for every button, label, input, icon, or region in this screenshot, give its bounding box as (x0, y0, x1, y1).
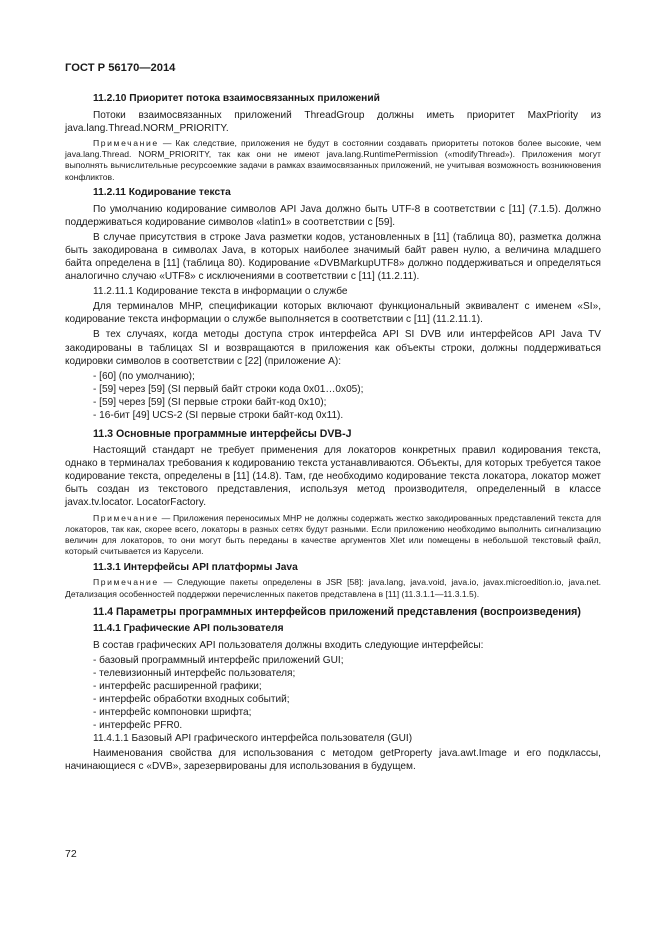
page-content (65, 93, 601, 775)
paragraph: В случае присутствия в строке Java разметки кодов, установленных в [11] (таблица 80), разметка должна быть закодирована в символах Java, в которых наиболее значимый байт равен нулю, а величина младшего байта определена в [11] (таблица 80). Кодирование «DVBMarkupUTF8» должно поддерживаться и определяться аналогично случаю «UTF8» с исключениями в соответствии с [11] (11.2.11). (65, 231, 601, 283)
note (65, 138, 601, 183)
section-heading: 11.4.1 Графические API пользователя (93, 622, 284, 634)
note (65, 577, 601, 600)
page-header: ГОСТ Р 56170—2014 (65, 62, 176, 74)
paragraph: Настоящий стандарт не требует применения для локаторов конкретных правил кодирования текста, однако в терминалах требования к кодированию текста устанавливаются. Объекты, для которых требуется такое кодирование текста, определены в [11] (14.8). Там, где необходимо кодирование текста локатора, локатор может быть создан из текстового представления, используя метод производителя, определенный в классе javax.tv.locator. LocatorFactory. (65, 445, 601, 509)
note-text: — Следующие пакеты определены в JSR [58]: java.lang, java.void, java.io, javax.microedition.io, java.net. Детализация особенностей поддержки перечисленных пакетов представлена в [11] (11.3.1.1—11.3.1.5). (65, 577, 601, 599)
paragraph: Для терминалов MHP, спецификации которых включают функциональный эквивалент с именем «SI», кодирование текста информации о службе выполняется в соответствии с [11] (11.2.11.1). (65, 301, 601, 326)
section-heading: 11.3 Основные программные интерфейсы DVB-J (93, 428, 352, 441)
paragraph: Наименования свойства для использования с методом getProperty java.awt.Image и его подклассы, начинающиеся с «DVB», зарезервированы для использования в будущем. (65, 748, 601, 773)
paragraph: В тех случаях, когда методы доступа строк интерфейса API SI DVB или интерфейсов API Java TV закодированы в таблицах SI и возвращаются в приложения как объекты строки, должны поддерживаться кодировки символов в соответствии с [22] (приложение А): (65, 329, 601, 367)
paragraph: Потоки взаимосвязанных приложений ThreadGroup должны иметь приоритет MaxPriority из java.lang.Thread.NORM_PRIORITY. (65, 109, 601, 134)
list-item: - интерфейс обработки входных событий; (93, 693, 290, 705)
section-heading: 11.4 Параметры программных интерфейсов приложений представления (воспроизведения) (93, 605, 581, 618)
section-heading: 11.2.11 Кодирование текста (93, 186, 231, 198)
list-item: - [59] через [59] (SI первые строки байт-код 0x10); (93, 396, 327, 408)
section-heading: 11.2.10 Приоритет потока взаимосвязанных приложений (93, 93, 380, 104)
list-item: - телевизионный интерфейс пользователя; (93, 667, 296, 679)
list-item: - базовый программный интерфейс приложений GUI; (93, 654, 344, 666)
list-item: - 16-бит [49] UCS-2 (SI первые строки байт-код 0x11). (93, 409, 344, 421)
note-label: Примечание (93, 577, 159, 588)
paragraph: В состав графических API пользователя должны входить следующие интерфейсы: (93, 639, 484, 651)
section-heading: 11.3.1 Интерфейсы API платформы Java (93, 561, 298, 573)
list-item: - интерфейс компоновки шрифта; (93, 706, 252, 718)
subsection-title: 11.4.1.1 Базовый API графического интерфейса пользователя (GUI) (93, 733, 413, 745)
list-item: - интерфейс PFR0. (93, 720, 183, 732)
subsection-title: 11.2.11.1 Кодирование текста в информации о службе (93, 286, 348, 298)
note-label: Примечание (93, 137, 159, 148)
list-item: - [59] через [59] (SI первый байт строки кода 0x01…0x05); (93, 383, 364, 395)
note-text: — Приложения переносимых MHP не должны содержать жестко закодированных представлений текста для локаторов, так как, скорее всего, локаторы в разных сетях будут разными. Если приложению необходимо выполнить сигнализацию величин для локаторов, то они могут быть переданы в качестве аргументов Xlet или помещены в небольшой текстовый файл, который считывается из Карусели. (65, 512, 602, 557)
note-label: Примечание (93, 512, 159, 523)
note-text: — Как следствие, приложения не будут в состоянии создавать приоритеты потоков более высокие, чем java.lang.Thread. NORM_PRIORITY, так как они не имеют java.lang.RuntimePermission («modifyThread»). Приложения могут выполнять вычислительные ресурсоемкие задачи в рамках взаимосвязанных приложений, не учитывая возможность возникновения конфликтов. (65, 137, 601, 182)
page-number: 72 (65, 848, 77, 860)
list-item: - [60] (по умолчанию); (93, 370, 195, 382)
note (65, 513, 601, 558)
list-item: - интерфейс расширенной графики; (93, 680, 262, 692)
paragraph: По умолчанию кодирование символов API Java должно быть UTF-8 в соответствии с [11] (7.1.5). Должно поддерживаться кодирование символов «latin1» в соответствии с [59]. (65, 203, 601, 228)
